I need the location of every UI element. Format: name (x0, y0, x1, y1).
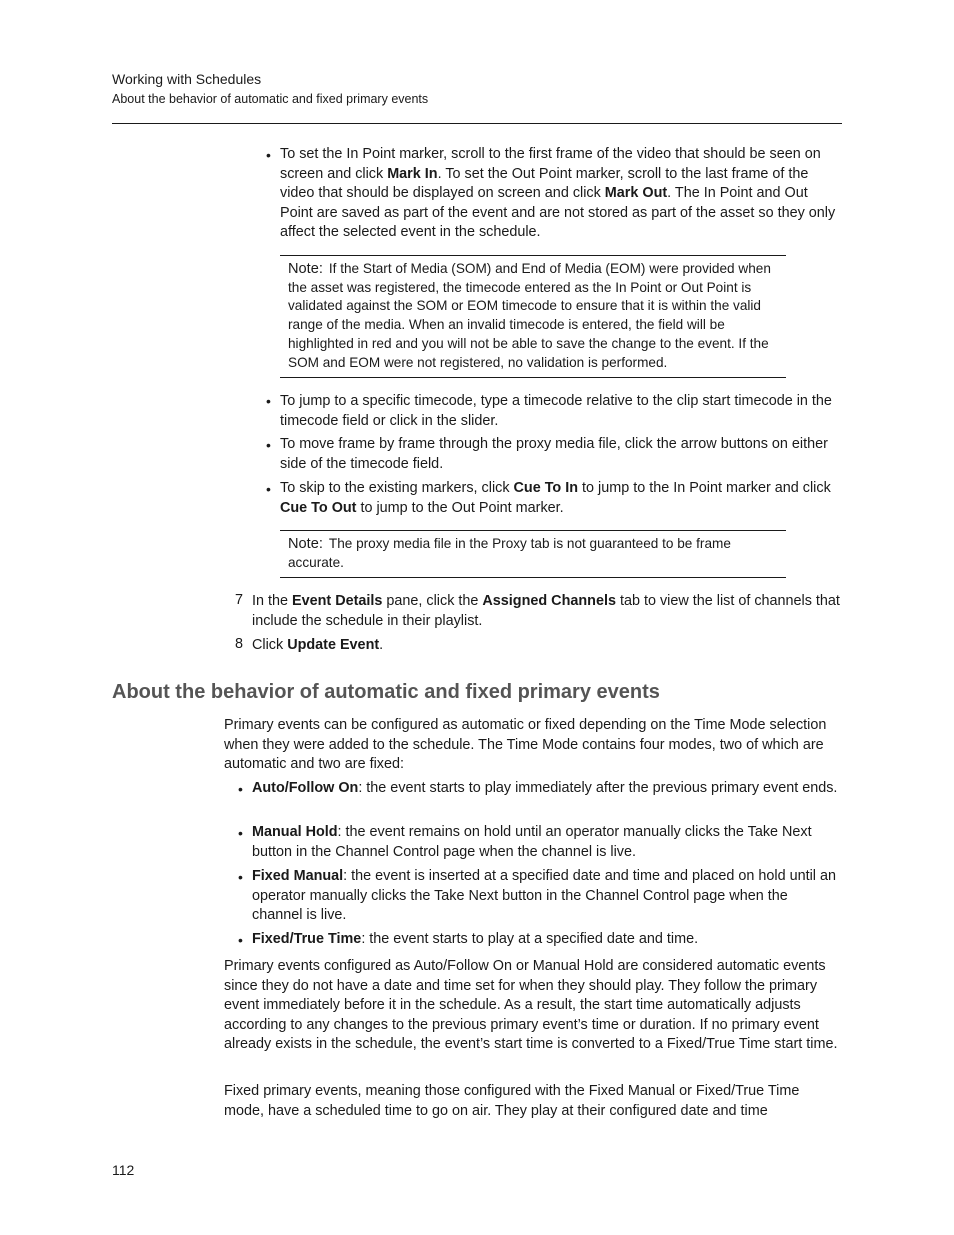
bullet-marker: • (238, 781, 243, 797)
ui-term: Manual Hold (252, 824, 338, 840)
ui-term: Assigned Channels (482, 593, 616, 609)
step-number: 7 (235, 592, 244, 608)
note-text: If the Start of Media (SOM) and End of Media (EOM) were provided when the asset was registered, the timecode entered as the In Point or Out Point is validated against the SOM or EOM timecode to ensure that it is within the valid range of the media. When an invalid timecode is entered, the field will be highlighted in red and you will not be able to save the change to the event. If the SOM and EOM were not registered, no validation is performed. (288, 261, 771, 370)
running-header-chapter: Working with Schedules (112, 71, 262, 87)
note-box (280, 530, 786, 578)
header-rule (112, 123, 842, 124)
note-label: Note: (288, 536, 323, 552)
bullet-marker: • (238, 825, 243, 841)
ui-term: Mark In (387, 165, 438, 182)
bullet-marker: • (238, 869, 243, 885)
bullet-marker: • (266, 437, 271, 453)
ui-term: Auto/Follow On (252, 780, 359, 796)
bullet-marker: • (266, 393, 271, 409)
mode-item: Auto/Follow On: the event starts to play immediately after the previous primary event ends. (252, 780, 838, 796)
bullet-item: To jump to a specific timecode, type a timecode relative to the clip start timecode in the timecode field or click in the slider. (280, 393, 832, 429)
step-text: Click Update Event. (252, 637, 384, 653)
fixed-paragraph: Fixed primary events, meaning those configured with the Fixed Manual or Fixed/True Time mode, have a scheduled time to go on air. They play at their configured date and time (224, 1083, 800, 1119)
bullet-marker: • (266, 147, 271, 163)
step-number: 8 (235, 636, 244, 652)
step-text: In the Event Details pane, click the Assigned Channels tab to view the list of channels that include the schedule in their playlist. (252, 593, 840, 629)
bullet-item: To set the In Point marker, scroll to the first frame of the video that should be seen on screen and click Mark In. To set the Out Point marker, scroll to the last frame of the video that should be displayed on screen and click Mark Out. The In Point and Out Point are saved as part of the event and are not stored as part of the asset so they only affect the selected event in the schedule. (280, 146, 836, 240)
ui-term: Mark Out (604, 185, 668, 201)
mode-item: Fixed/True Time: the event starts to play at a specified date and time. (252, 931, 699, 947)
ui-term: Fixed Manual (252, 868, 344, 884)
mode-item: Manual Hold: the event remains on hold until an operator manually clicks the Take Next button in the Channel Control page when the channel is live. (252, 824, 812, 860)
page-number: 112 (112, 1162, 135, 1178)
ui-term: Event Details (292, 593, 383, 609)
automatic-paragraph: Primary events configured as Auto/Follow On or Manual Hold are considered automatic events since they do not have a date and time set for when they should play. They follow the primary event immediately before it in the schedule. As a result, the start time automatically adjusts according to any changes to the previous primary event’s time or duration. If no primary event already exists in the schedule, the event’s start time is converted to a Fixed/True Time start time. (224, 958, 838, 1052)
note-content (280, 531, 786, 577)
ui-term: Cue To Out (280, 499, 357, 516)
ui-term: Update Event (287, 637, 380, 653)
bullet-item: To skip to the existing markers, click Cue To In to jump to the In Point marker and click Cue To Out to jump to the Out Point marker. (280, 480, 831, 516)
mode-item: Fixed Manual: the event is inserted at a specified date and time and placed on hold until an operator manually clicks the Take Next button in the Channel Control page when the channel is live. (252, 868, 836, 923)
bullet-marker: • (238, 932, 243, 948)
note-box (280, 255, 786, 378)
bullet-marker: • (266, 481, 271, 497)
note-content (280, 256, 786, 377)
bullet-item: To move frame by frame through the proxy media file, click the arrow buttons on either side of the timecode field. (280, 436, 828, 472)
intro-paragraph: Primary events can be configured as automatic or fixed depending on the Time Mode selection when they were added to the schedule. The Time Mode contains four modes, two of which are automatic and two are fixed: (224, 717, 827, 772)
section-heading: About the behavior of automatic and fixed primary events (112, 681, 660, 703)
ui-term: Fixed/True Time (252, 931, 362, 947)
note-text: The proxy media file in the Proxy tab is not guaranteed to be frame accurate. (288, 536, 731, 570)
ui-term: Cue To In (513, 480, 579, 496)
running-header-section: About the behavior of automatic and fixed primary events (112, 92, 429, 106)
note-label: Note: (288, 261, 323, 277)
